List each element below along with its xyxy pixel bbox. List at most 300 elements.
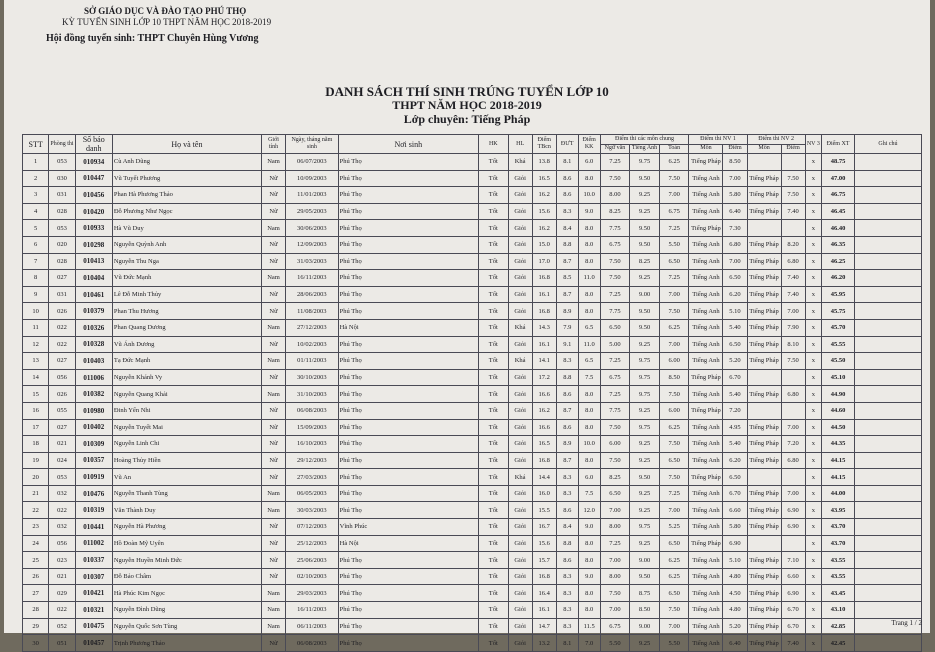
cell-nv2-score [781,154,805,171]
cell-dob: 16/11/2003 [286,602,339,619]
cell-nv1-subject: Tiếng Pháp [689,154,723,171]
cell-dob: 25/06/2003 [286,552,339,569]
cell-room: 051 [49,635,75,652]
cell-nv3: x [805,568,821,585]
cell-dob: 28/06/2003 [286,286,339,303]
cell-nv1-subject: Tiếng Pháp [689,220,723,237]
table-row [23,618,922,635]
cell-kk: 10.0 [578,187,600,204]
cell-stt: 27 [23,585,49,602]
cell-score: 44.90 [822,386,855,403]
cell-hl: Giỏi [508,170,532,187]
cell-nv3: x [805,436,821,453]
cell-gender: Nam [261,154,285,171]
cell-kk: 6.0 [578,154,600,171]
cell-nv1-subject: Tiếng Pháp [689,369,723,386]
cell-ut: 8.3 [556,485,578,502]
cell-nv2-subject: Tiếng Pháp [747,618,781,635]
cell-nv2-subject [747,154,781,171]
cell-hk: Tốt [478,419,508,436]
cell-nv3: x [805,253,821,270]
col-toan: Toán [659,144,689,154]
cell-hl: Giỏi [508,535,532,552]
cell-note [854,602,921,619]
cell-van: 7.50 [600,253,630,270]
cell-tbcn: 16.7 [532,519,556,536]
cell-name: Nguyễn Thu Nga [112,253,261,270]
table-row [23,286,922,303]
cell-nv2-subject: Tiếng Pháp [747,236,781,253]
cell-score: 46.40 [822,220,855,237]
cell-gender: Nữ [261,436,285,453]
cell-kk: 7.5 [578,485,600,502]
cell-nv2-subject: Tiếng Pháp [747,485,781,502]
cell-pob: Phú Thọ [338,386,478,403]
cell-tbcn: 16.8 [532,452,556,469]
cell-room: 023 [49,552,75,569]
cell-nv1-score: 8.50 [723,154,747,171]
cell-name: Nguyễn Đình Dũng [112,602,261,619]
table-row [23,369,922,386]
cell-ut: 8.3 [556,602,578,619]
cell-pob: Phú Thọ [338,369,478,386]
cell-tbcn: 16.2 [532,220,556,237]
cell-kk: 6.0 [578,469,600,486]
cell-nv2-subject [747,402,781,419]
cell-nv2-score: 7.00 [781,485,805,502]
cell-nv1-score: 6.70 [723,485,747,502]
cell-pob: Phú Thọ [338,203,478,220]
cell-toan: 7.00 [659,502,689,519]
cell-nv2-score [781,402,805,419]
cell-name: Lê Đỗ Minh Thủy [112,286,261,303]
cell-score: 43.70 [822,535,855,552]
cell-nv1-score: 6.20 [723,452,747,469]
cell-note [854,535,921,552]
table-row [23,452,922,469]
cell-ut: 8.9 [556,303,578,320]
cell-score: 42.45 [822,635,855,652]
cell-dob: 29/05/2003 [286,203,339,220]
document-subtitle: THPT NĂM HỌC 2018-2019 [392,98,542,112]
cell-score: 46.45 [822,203,855,220]
cell-kk: 8.0 [578,552,600,569]
cell-hl: Khá [508,319,532,336]
cell-nv1-score: 5.40 [723,319,747,336]
col-nv2-subject: Môn [747,144,781,154]
cell-van: 7.00 [600,552,630,569]
cell-name: Đỗ Phương Như Ngọc [112,203,261,220]
col-name: Họ và tên [112,135,261,154]
cell-toan: 6.50 [659,452,689,469]
cell-score: 43.95 [822,502,855,519]
cell-hk: Tốt [478,353,508,370]
cell-tbcn: 16.5 [532,436,556,453]
cell-van: 6.50 [600,319,630,336]
cell-hk: Tốt [478,236,508,253]
cell-ut: 8.6 [556,187,578,204]
cell-tbcn: 16.2 [532,187,556,204]
cell-hk: Tốt [478,485,508,502]
cell-dob: 11/01/2003 [286,187,339,204]
cell-sbd: 010357 [75,452,112,469]
cell-score: 44.35 [822,436,855,453]
cell-sbd: 010382 [75,386,112,403]
cell-note [854,485,921,502]
cell-nv1-score: 6.40 [723,203,747,220]
cell-room: 032 [49,485,75,502]
cell-score: 43.10 [822,602,855,619]
cell-gender: Nữ [261,552,285,569]
cell-hk: Tốt [478,187,508,204]
cell-kk: 9.0 [578,568,600,585]
cell-room: 028 [49,203,75,220]
cell-nv1-score: 5.40 [723,436,747,453]
table-row [23,635,922,652]
cell-gender: Nữ [261,519,285,536]
cell-gender: Nữ [261,286,285,303]
cell-nv1-subject: Tiếng Anh [689,502,723,519]
cell-pob: Phú Thọ [338,469,478,486]
cell-nv3: x [805,336,821,353]
cell-hl: Khá [508,469,532,486]
cell-tbcn: 15.6 [532,535,556,552]
cell-score: 45.75 [822,303,855,320]
cell-ut: 8.7 [556,286,578,303]
class-title: Lớp chuyên: Tiếng Pháp [403,112,531,126]
cell-sbd: 010326 [75,319,112,336]
cell-note [854,187,921,204]
cell-hl: Giỏi [508,203,532,220]
cell-score: 45.70 [822,319,855,336]
col-note: Ghi chú [854,135,921,154]
cell-anh: 9.75 [630,154,660,171]
cell-van: 8.00 [600,187,630,204]
cell-nv2-score: 7.20 [781,436,805,453]
cell-pob: Phú Thọ [338,236,478,253]
cell-anh: 9.50 [630,303,660,320]
cell-van: 8.00 [600,568,630,585]
cell-nv1-score: 6.20 [723,286,747,303]
cell-nv2-score: 6.70 [781,618,805,635]
table-body [23,154,922,652]
cell-nv2-score: 6.80 [781,386,805,403]
cell-anh: 9.25 [630,535,660,552]
cell-kk: 8.0 [578,236,600,253]
cell-score: 46.25 [822,253,855,270]
cell-van: 7.50 [600,419,630,436]
cell-nv2-score: 7.50 [781,353,805,370]
table-row [23,303,922,320]
cell-room: 031 [49,187,75,204]
cell-anh: 9.25 [630,485,660,502]
cell-dob: 06/07/2003 [286,154,339,171]
cell-name: Nguyễn Khánh Vy [112,369,261,386]
cell-name: Nguyễn Quốc Sơn Tùng [112,618,261,635]
cell-dob: 30/03/2003 [286,502,339,519]
cell-nv3: x [805,220,821,237]
cell-nv2-subject [747,535,781,552]
cell-ut: 8.7 [556,253,578,270]
col-stt: STT [23,135,49,154]
col-room: Phòng thi [49,135,75,154]
cell-room: 022 [49,502,75,519]
cell-toan: 7.50 [659,436,689,453]
cell-anh: 8.50 [630,602,660,619]
cell-gender: Nữ [261,170,285,187]
cell-anh: 8.25 [630,253,660,270]
cell-room: 053 [49,154,75,171]
cell-note [854,452,921,469]
cell-name: Vũ Tuyết Phương [112,170,261,187]
cell-nv1-score: 4.50 [723,585,747,602]
cell-anh: 9.25 [630,436,660,453]
cell-note [854,353,921,370]
cell-nv1-score: 7.00 [723,253,747,270]
cell-kk: 6.5 [578,319,600,336]
cell-room: 021 [49,436,75,453]
cell-nv1-subject: Tiếng Anh [689,286,723,303]
cell-anh: 8.75 [630,585,660,602]
cell-dob: 10/02/2003 [286,336,339,353]
cell-tbcn: 16.8 [532,568,556,585]
cell-hl: Giỏi [508,552,532,569]
cell-nv2-score: 6.90 [781,502,805,519]
cell-anh: 9.50 [630,220,660,237]
cell-ut: 8.4 [556,220,578,237]
cell-nv2-subject: Tiếng Pháp [747,303,781,320]
cell-nv1-subject: Tiếng Anh [689,436,723,453]
cell-score: 43.55 [822,568,855,585]
cell-note [854,170,921,187]
cell-sbd: 010456 [75,187,112,204]
cell-stt: 19 [23,452,49,469]
cell-room: 027 [49,419,75,436]
cell-anh: 9.25 [630,270,660,287]
table-row [23,519,922,536]
cell-stt: 13 [23,353,49,370]
cell-nv1-score: 5.80 [723,187,747,204]
cell-van: 6.75 [600,369,630,386]
cell-nv2-score: 6.70 [781,602,805,619]
col-gender: Giới tính [261,135,285,154]
cell-score: 46.75 [822,187,855,204]
cell-hl: Giỏi [508,386,532,403]
cell-nv3: x [805,203,821,220]
cell-van: 7.00 [600,502,630,519]
cell-van: 6.75 [600,236,630,253]
cell-hl: Giỏi [508,485,532,502]
cell-room: 026 [49,303,75,320]
cell-ut: 8.3 [556,568,578,585]
cell-van: 7.75 [600,303,630,320]
cell-nv2-subject: Tiếng Pháp [747,519,781,536]
cell-toan: 6.25 [659,552,689,569]
cell-nv1-subject: Tiếng Anh [689,303,723,320]
cell-dob: 16/11/2003 [286,270,339,287]
cell-sbd: 010933 [75,220,112,237]
cell-nv1-subject: Tiếng Anh [689,635,723,652]
cell-ut: 8.8 [556,535,578,552]
cell-hk: Tốt [478,452,508,469]
cell-kk: 11.5 [578,618,600,635]
cell-gender: Nữ [261,568,285,585]
cell-nv3: x [805,635,821,652]
cell-stt: 6 [23,236,49,253]
cell-nv1-score: 6.40 [723,635,747,652]
cell-kk: 8.0 [578,253,600,270]
cell-score: 48.75 [822,154,855,171]
table-row [23,319,922,336]
cell-pob: Phú Thọ [338,485,478,502]
cell-nv1-subject: Tiếng Anh [689,519,723,536]
cell-sbd: 011006 [75,369,112,386]
table-row [23,602,922,619]
cell-note [854,336,921,353]
cell-name: Trịnh Phương Thảo [112,635,261,652]
cell-gender: Nữ [261,452,285,469]
table-row [23,236,922,253]
cell-nv2-subject: Tiếng Pháp [747,452,781,469]
cell-room: 022 [49,602,75,619]
cell-van: 8.00 [600,519,630,536]
cell-dob: 12/09/2003 [286,236,339,253]
cell-pob: Phú Thọ [338,303,478,320]
cell-nv1-score: 4.80 [723,568,747,585]
cell-tbcn: 15.7 [532,552,556,569]
cell-toan: 7.25 [659,485,689,502]
cell-nv2-score [781,220,805,237]
cell-sbd: 010307 [75,568,112,585]
cell-note [854,502,921,519]
cell-gender: Nữ [261,187,285,204]
cell-ut: 8.5 [556,270,578,287]
cell-dob: 01/11/2003 [286,353,339,370]
cell-hk: Tốt [478,469,508,486]
cell-name: Nguyễn Thanh Tùng [112,485,261,502]
cell-hk: Tốt [478,203,508,220]
cell-name: Phan Hà Phương Thảo [112,187,261,204]
cell-note [854,635,921,652]
cell-name: Nguyễn Tuyết Mai [112,419,261,436]
cell-sbd: 010403 [75,353,112,370]
cell-hk: Tốt [478,436,508,453]
cell-gender: Nữ [261,303,285,320]
cell-nv2-subject: Tiếng Pháp [747,602,781,619]
cell-sbd: 010298 [75,236,112,253]
cell-kk: 12.0 [578,502,600,519]
cell-gender: Nam [261,485,285,502]
cell-note [854,386,921,403]
table-row [23,353,922,370]
cell-van: 6.00 [600,436,630,453]
cell-note [854,154,921,171]
page-number: Trang 1 / 2 [891,619,922,627]
cell-nv3: x [805,519,821,536]
cell-name: Hà Vũ Duy [112,220,261,237]
cell-hk: Tốt [478,154,508,171]
cell-toan: 6.25 [659,154,689,171]
cell-note [854,585,921,602]
cell-nv1-score: 5.20 [723,353,747,370]
cell-pob: Phú Thọ [338,402,478,419]
cell-tbcn: 16.8 [532,303,556,320]
cell-gender: Nam [261,319,285,336]
cell-room: 024 [49,452,75,469]
cell-van: 7.50 [600,585,630,602]
cell-room: 029 [49,585,75,602]
cell-note [854,236,921,253]
table-row [23,270,922,287]
cell-nv1-score: 6.50 [723,336,747,353]
cell-toan: 7.00 [659,336,689,353]
cell-nv1-subject: Tiếng Anh [689,386,723,403]
cell-nv2-subject: Tiếng Pháp [747,436,781,453]
cell-note [854,319,921,336]
cell-nv1-score: 6.50 [723,270,747,287]
cell-toan: 5.50 [659,236,689,253]
cell-van: 8.25 [600,469,630,486]
col-sbd: Số báo danh [75,135,112,154]
cell-sbd: 010404 [75,270,112,287]
cell-nv3: x [805,402,821,419]
cell-stt: 5 [23,220,49,237]
cell-score: 43.45 [822,585,855,602]
cell-sbd: 011002 [75,535,112,552]
cell-toan: 6.25 [659,568,689,585]
cell-dob: 06/08/2003 [286,635,339,652]
cell-gender: Nam [261,585,285,602]
cell-tbcn: 14.3 [532,319,556,336]
cell-stt: 16 [23,402,49,419]
cell-tbcn: 16.1 [532,602,556,619]
cell-nv1-subject: Tiếng Anh [689,585,723,602]
cell-van: 5.00 [600,336,630,353]
cell-pob: Phú Thọ [338,502,478,519]
cell-hl: Giỏi [508,270,532,287]
cell-note [854,270,921,287]
cell-hl: Giỏi [508,602,532,619]
cell-hk: Tốt [478,568,508,585]
cell-nv1-subject: Tiếng Pháp [689,535,723,552]
cell-pob: Phú Thọ [338,353,478,370]
cell-van: 7.50 [600,170,630,187]
cell-anh: 9.50 [630,319,660,336]
department-heading: SỞ GIÁO DỤC VÀ ĐÀO TẠO PHÚ THỌ [84,6,247,16]
cell-hl: Giỏi [508,286,532,303]
table-row [23,402,922,419]
col-ut: ĐƯT [556,135,578,154]
cell-nv2-subject [747,369,781,386]
table-row [23,485,922,502]
admission-table [22,134,922,652]
cell-name: Nguyễn Linh Chi [112,436,261,453]
cell-stt: 15 [23,386,49,403]
cell-nv2-subject: Tiếng Pháp [747,635,781,652]
cell-gender: Nữ [261,336,285,353]
cell-toan: 7.00 [659,286,689,303]
cell-nv1-subject: Tiếng Anh [689,253,723,270]
cell-stt: 20 [23,469,49,486]
cell-pob: Phú Thọ [338,602,478,619]
cell-nv1-subject: Tiếng Anh [689,618,723,635]
cell-dob: 07/12/2003 [286,519,339,536]
table-row [23,502,922,519]
cell-name: Vũ Ánh Dương [112,336,261,353]
cell-nv3: x [805,585,821,602]
cell-sbd: 010421 [75,585,112,602]
cell-hl: Giỏi [508,303,532,320]
